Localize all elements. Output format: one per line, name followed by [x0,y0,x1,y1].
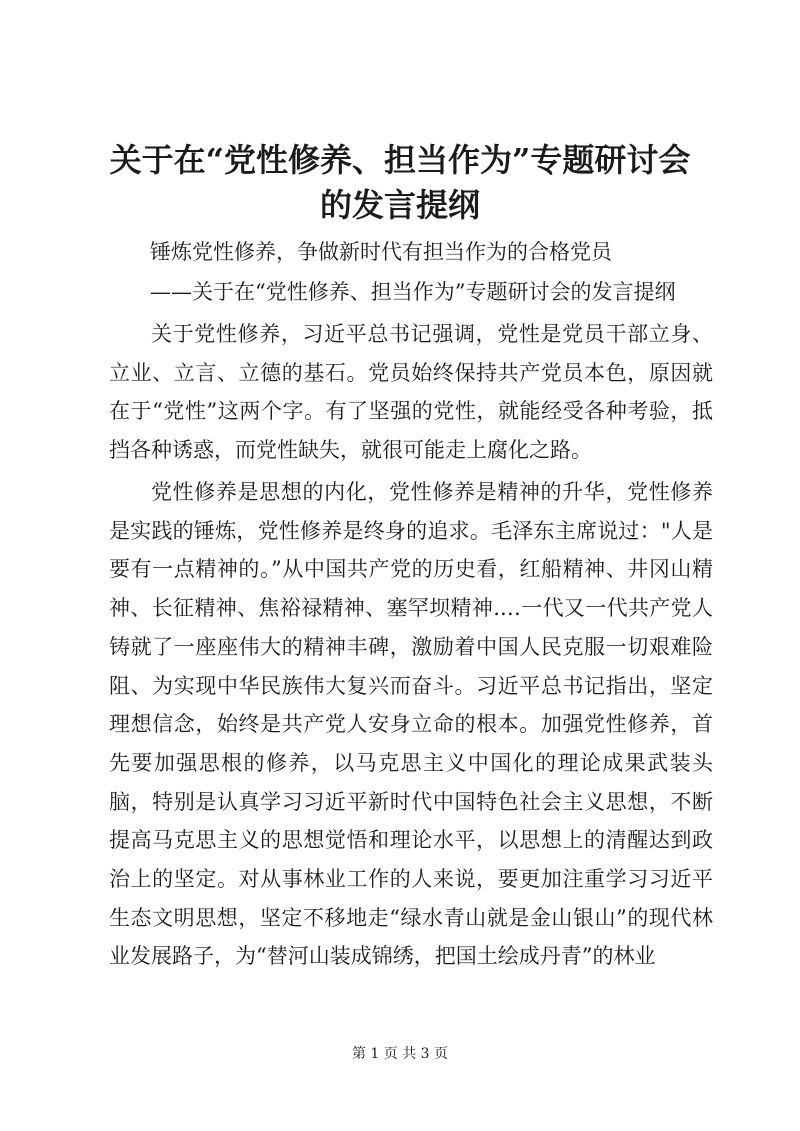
document-subtitle: 锤炼党性修养，争做新时代有担当作为的合格党员 [150,240,612,264]
document-title: 关于在“党性修养、担当作为”专题研讨会的发言提纲 [109,141,691,224]
page-footer: 第 1 页 共 3 页 [351,1046,449,1062]
body-paragraph: 关于党性修养，习近平总书记强调，党性是党员干部立身、立业、立言、立德的基石。党员始终保持共产党员本色，原因就在于“党性”这两个字。有了坚强的党性，就能经受各种考验，抵挡各种诱惑，而党性缺失，就很可能走上腐化之路。 [109,322,713,463]
body-paragraph: 党性修养是思想的内化，党性修养是精神的升华，党性修养是实践的锤炼，党性修养是终身的追求。毛泽东主席说过："人是要有一点精神的。”从中国共产党的历史看，红船精神、井冈山精神、长征精神、焦裕禄精神、塞罕坝精神.…一代又一代共产党人铸就了一座座伟大的精神丰碑，激励着中国人民克服一切艰难险阻、为实现中华民族伟大复兴而奋斗。习近平总书记指出，坚定理想信念，始终是共产党人安身立命的根本。加强党性修养，首先要加强思根的修养，以马克思主义中国化的理论成果武装头脑，特别是认真学习习近平新时代中国特色社会主义思想，不断提高马克思主义的思想觉悟和理论水平，以思想上的清醒达到政治上的坚定。对从事林业工作的人来说，要更加注重学习习近平生态文明思想，坚定不移地走“绿水青山就是金山银山”的现代林业发展路子，为“替河山装成锦绣，把国土绘成丹青”的林业 [109,480,713,969]
document-byline: ——关于在“党性修养、担当作为”专题研讨会的发言提纲 [150,280,676,304]
